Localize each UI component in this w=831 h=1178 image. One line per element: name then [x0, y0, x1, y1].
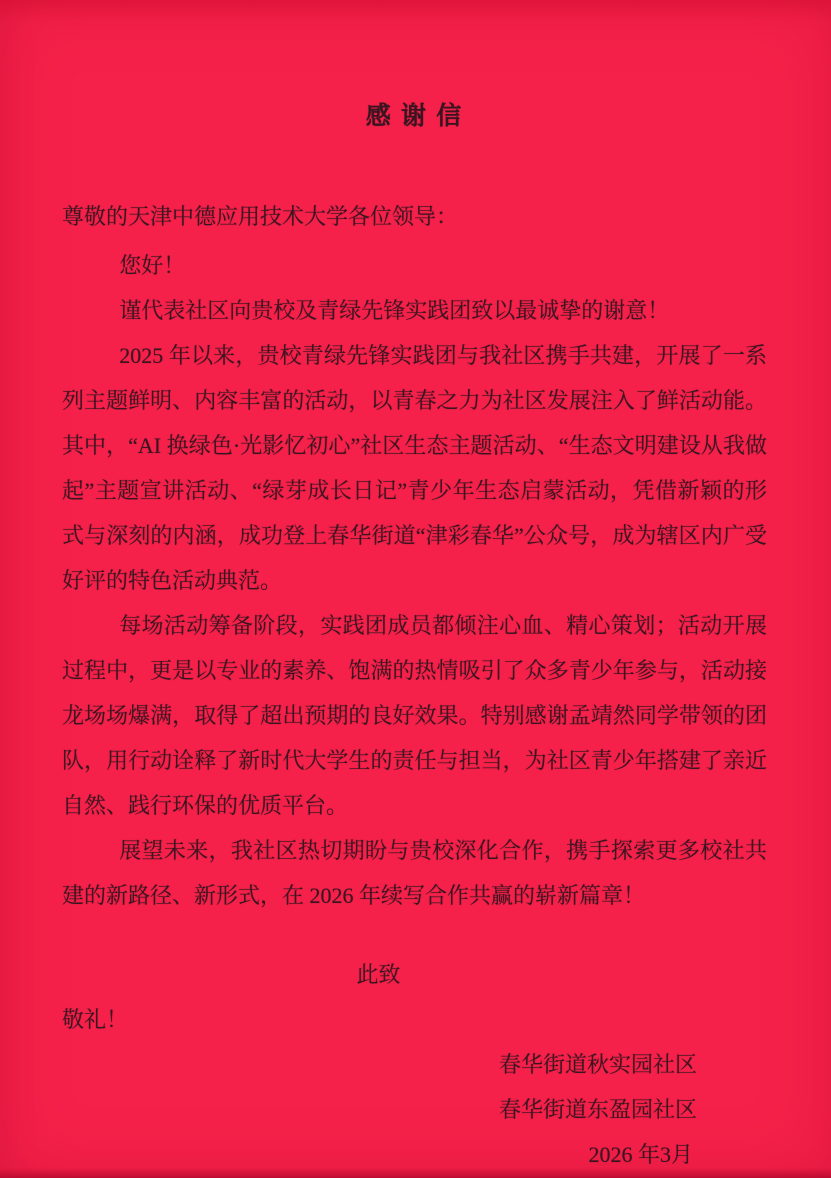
- date-line: 2026 年3月: [588, 1142, 693, 1167]
- letter-title: 感 谢 信: [365, 103, 464, 130]
- signature-line-1: 春华街道秋实园社区: [498, 1052, 697, 1077]
- body-paragraph-1: 2025 年以来，贵校青绿先锋实践团与我社区携手共建，开展了一系列主题鲜明、内容丰富的活动，以青春之力为社区发展注入了鲜活动能。其中，“AI 换绿色·光影忆初心”社区生态主题活动、“生态文明建设从我做起”主题宣讲活动、“绿芽成长日记”青少年生态启蒙活动，凭借新颖的形式与深刻的内涵，成功登上春华街道“津彩春华”公众号，成为辖区内广受好评的特色活动典范。: [62, 343, 767, 593]
- body-paragraph-2: 每场活动筹备阶段，实践团成员都倾注心血、精心策划；活动开展过程中，更是以专业的素养、饱满的热情吸引了众多青少年参与，活动接龙场场爆满，取得了超出预期的良好效果。特别感谢孟靖然同学带领的团队，用行动诠释了新时代大学生的责任与担当，为社区青少年搭建了亲近自然、践行环保的优质平台。: [62, 613, 767, 818]
- body-paragraph-3: 展望未来，我社区热切期盼与贵校深化合作，携手探索更多校社共建的新路径、新形式，在 2026 年续写合作共赢的崭新篇章！: [62, 838, 767, 908]
- opening-line: 谨代表社区向贵校及青绿先锋实践团致以最诚挚的谢意！: [119, 298, 670, 323]
- closing-cizhi: 此致: [356, 962, 401, 987]
- salutation-line: 尊敬的天津中德应用技术大学各位领导：: [62, 204, 459, 229]
- signature-line-2: 春华街道东盈园社区: [498, 1097, 697, 1122]
- greeting-line: 您好！: [119, 253, 186, 278]
- closing-salute: 敬礼！: [62, 1007, 129, 1032]
- letter-content: [62, 0, 767, 1177]
